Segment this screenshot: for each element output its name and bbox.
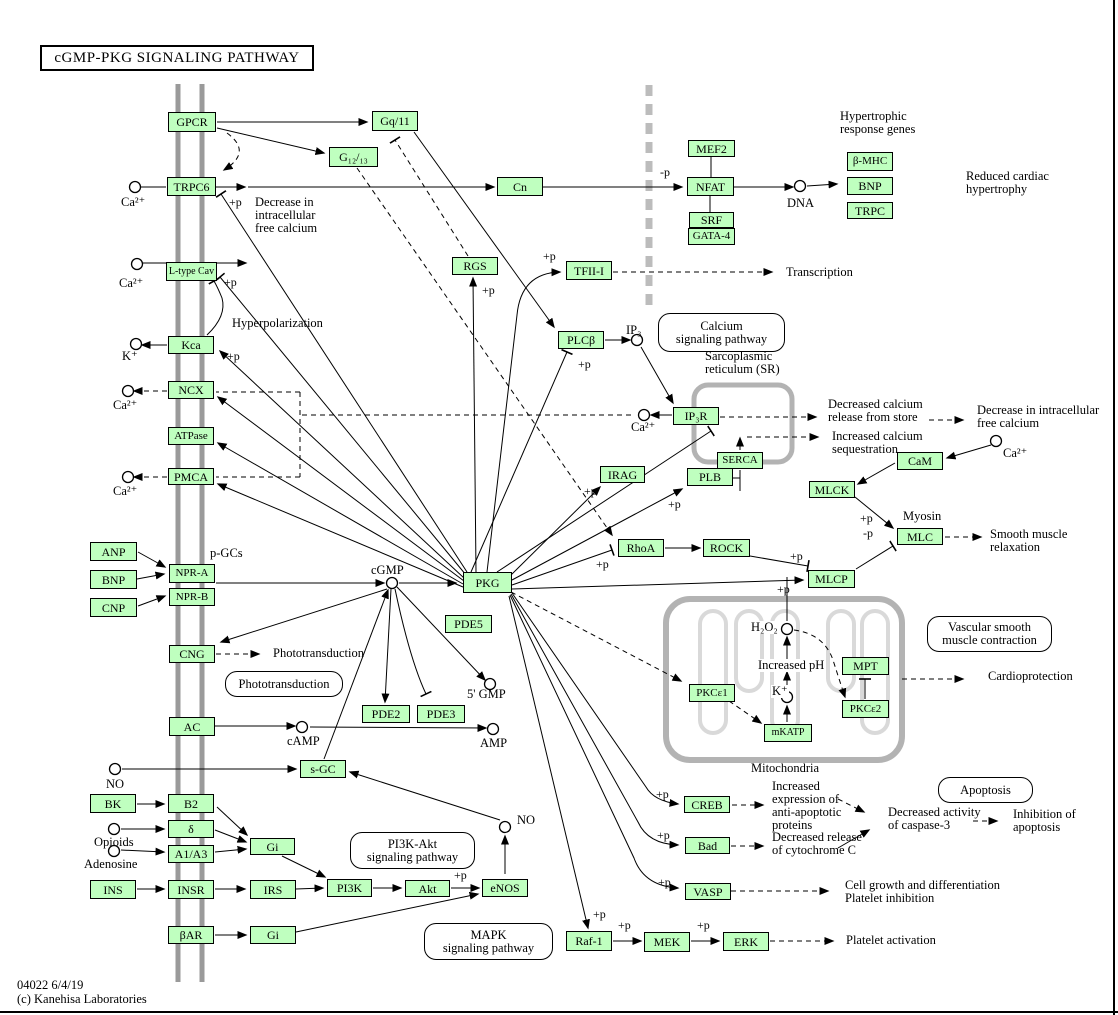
- phospho-label: +p: [697, 918, 710, 932]
- edge: [512, 580, 803, 589]
- text-dna-lbl: [787, 197, 814, 210]
- text-line: intracellular: [255, 208, 316, 222]
- pathway-title: cGMP-PKG SIGNALING PATHWAY: [54, 49, 300, 66]
- edge: [397, 587, 485, 680]
- text-line: cGMP: [371, 563, 404, 577]
- text-gmp5-lbl: [467, 688, 506, 701]
- text-line: hypertrophy: [966, 182, 1028, 196]
- text-p-gcs: [210, 547, 243, 560]
- node-g1213[interactable]: G₁₂/₁₃: [329, 147, 378, 167]
- text-line: Cell growth and differentiation: [845, 878, 1000, 892]
- text-transcription: [786, 266, 853, 279]
- node-srf[interactable]: SRF: [689, 212, 734, 228]
- text-hypertrophic-genes: [840, 110, 915, 136]
- map-id: 04022 6/4/19: [17, 978, 84, 992]
- text-line: Decrease in intracellular: [977, 403, 1100, 417]
- node-bnp_gene[interactable]: BNP: [847, 177, 893, 195]
- node-cng[interactable]: CNG: [169, 645, 215, 663]
- node-mpt[interactable]: MPT: [842, 657, 889, 675]
- text-line: Hyperpolarization: [232, 316, 323, 330]
- node-sgc[interactable]: s-GC: [300, 760, 346, 778]
- node-mlc[interactable]: MLC: [897, 528, 943, 545]
- edge: [473, 278, 476, 572]
- pathway-box-phototransduction[interactable]: [225, 671, 343, 697]
- node-erk[interactable]: ERK: [723, 932, 769, 951]
- node-pi3k[interactable]: PI3K: [327, 879, 372, 897]
- text-inhibition-apoptosis: [1013, 808, 1076, 834]
- phospho-label: +p: [658, 875, 671, 889]
- text-line: p-GCs: [210, 546, 243, 560]
- edge: [350, 772, 500, 820]
- node-irag[interactable]: IRAG: [600, 466, 645, 483]
- pathway-title-box: [40, 45, 314, 71]
- text-line: free calcium: [255, 221, 318, 235]
- text-ca-trpc6-lbl: [121, 196, 145, 209]
- compound-circle-ca-trpc6[interactable]: [130, 182, 141, 193]
- phospho-label: +p: [860, 511, 873, 525]
- text-ca-pmca-lbl: [113, 485, 137, 498]
- text-line: Decreased release: [772, 830, 862, 844]
- node-gq11[interactable]: Gq/11: [372, 111, 418, 131]
- pathway-box-apoptosis[interactable]: [938, 777, 1033, 803]
- node-pde2[interactable]: PDE2: [362, 705, 410, 723]
- text-k-kca-lbl: [122, 350, 138, 363]
- edge: [385, 589, 391, 702]
- text-line: Ca²⁺: [1003, 446, 1028, 460]
- phospho-label: +p: [578, 357, 591, 371]
- phospho-label: +p: [584, 484, 597, 498]
- text-line: Smooth muscle: [990, 527, 1068, 541]
- text-line: Increased pH: [758, 658, 825, 672]
- text-line: Platelet activation: [846, 933, 936, 947]
- phospho-label: -p: [660, 165, 670, 179]
- pathway-box-label: MAPK: [470, 927, 507, 942]
- edge: [641, 347, 673, 403]
- text-cgmp-lbl: [371, 564, 404, 577]
- phospho-label: +p: [596, 557, 609, 571]
- pathway-box-mapk[interactable]: [424, 923, 553, 960]
- node-bk[interactable]: BK: [90, 794, 136, 813]
- node-tfii[interactable]: TFII-I: [566, 261, 612, 280]
- node-bar[interactable]: βAR: [168, 926, 214, 944]
- text-line: Inhibition of: [1013, 807, 1076, 821]
- text-line: Increased calcium: [832, 429, 923, 443]
- text-platelet-activation: [846, 934, 936, 947]
- text-line: NO: [517, 813, 536, 827]
- edge: [138, 596, 165, 606]
- text-line: of cytochrome C: [772, 843, 857, 857]
- node-mek[interactable]: MEK: [644, 932, 690, 952]
- text-caspase: [888, 806, 981, 832]
- phospho-label: +p: [777, 582, 790, 596]
- text-cardioprotection: [988, 670, 1073, 683]
- text-no-right-lbl: [517, 814, 535, 827]
- text-line: free calcium: [977, 416, 1040, 430]
- edge: [511, 594, 678, 845]
- pathway-box-label: Phototransduction: [238, 676, 330, 691]
- text-line: response genes: [840, 122, 916, 136]
- edge: [217, 807, 247, 835]
- node-pkce2[interactable]: PKCε2: [842, 700, 889, 718]
- node-serca[interactable]: SERCA: [717, 452, 763, 469]
- text-ca-cam-lbl: [1003, 447, 1027, 460]
- text-smooth-muscle-relaxation: [990, 528, 1067, 554]
- node-bad[interactable]: Bad: [685, 837, 730, 854]
- text-cell-growth: [845, 879, 1000, 905]
- node-pkce1[interactable]: PKCε1: [689, 684, 735, 702]
- node-nfat[interactable]: NFAT: [687, 177, 734, 196]
- text-myosin: [903, 510, 941, 523]
- text-line: cAMP: [287, 734, 320, 748]
- pathway-box-label: PI3K-Akt: [387, 836, 438, 851]
- node-insr[interactable]: INSR: [168, 880, 214, 899]
- node-gi2[interactable]: Gi: [250, 926, 296, 944]
- node-pmca[interactable]: PMCA: [168, 468, 214, 485]
- pathway-box-label: signaling pathway: [675, 331, 768, 346]
- edge: [487, 272, 560, 572]
- text-line: Mitochondria: [751, 761, 820, 775]
- text-line: 5' GMP: [467, 687, 506, 701]
- node-pde3[interactable]: PDE3: [417, 705, 465, 723]
- text-line: proteins: [772, 818, 813, 832]
- node-gi1[interactable]: Gi: [250, 838, 295, 855]
- text-line: apoptosis: [1013, 820, 1061, 834]
- text-ca-ncx-lbl: [113, 399, 137, 412]
- edge: [511, 592, 681, 681]
- edge: [858, 463, 895, 484]
- phospho-label: +p: [227, 349, 240, 363]
- text-ca-sr-lbl: [631, 421, 655, 434]
- pathway-box-label: muscle contraction: [942, 633, 1037, 647]
- text-camp-lbl: [287, 735, 320, 748]
- node-kca[interactable]: Kca: [168, 336, 214, 354]
- text-decrease-intracellular: [255, 196, 317, 235]
- edge: [511, 484, 600, 575]
- pathway-box-label: Calcium: [700, 318, 743, 333]
- node-npra[interactable]: NPR-A: [169, 564, 215, 583]
- node-ac[interactable]: AC: [169, 717, 215, 736]
- edge: [395, 589, 426, 694]
- text-line: Ca²⁺: [631, 420, 656, 434]
- node-atpase[interactable]: ATPase: [168, 427, 214, 445]
- text-line: expression of: [772, 792, 839, 806]
- text-line: Ca²⁺: [113, 484, 138, 498]
- text-line: Ca²⁺: [121, 195, 146, 209]
- node-mlcp[interactable]: MLCP: [808, 570, 855, 588]
- text-line: Platelet inhibition: [845, 891, 935, 905]
- edge: [512, 593, 678, 804]
- node-cam[interactable]: CaM: [897, 452, 943, 470]
- text-line: Opioids: [94, 835, 134, 849]
- edge: [138, 552, 165, 567]
- edge: [471, 352, 567, 572]
- node-b2[interactable]: B2: [168, 794, 214, 813]
- text-reduced-hypertrophy: [966, 170, 1049, 196]
- edge: [310, 727, 486, 728]
- text-line: Cardioprotection: [988, 669, 1073, 683]
- text-line: Ca²⁺: [113, 398, 138, 412]
- compound-circle-no-left[interactable]: [110, 764, 121, 775]
- text-line: H₂O₂: [751, 620, 778, 634]
- node-mef2[interactable]: MEF2: [688, 140, 735, 157]
- node-trpc[interactable]: TRPC: [847, 202, 893, 219]
- text-line: Decreased calcium: [828, 397, 923, 411]
- text-adenosine-lbl: [84, 858, 137, 871]
- compound-circle-no-right[interactable]: [500, 822, 511, 833]
- node-irs[interactable]: IRS: [250, 880, 296, 899]
- node-rgs[interactable]: RGS: [452, 257, 498, 275]
- pathway-box-calcium-signaling[interactable]: [658, 313, 785, 352]
- text-line: reticulum (SR): [705, 362, 780, 376]
- edge: [282, 856, 325, 877]
- edge: [220, 351, 464, 578]
- compound-circle-dna[interactable]: [795, 181, 806, 192]
- node-enos[interactable]: eNOS: [482, 879, 528, 897]
- phospho-label: +p: [656, 787, 669, 801]
- compound-circle-ca-pmca[interactable]: [123, 472, 134, 483]
- text-line: Adenosine: [84, 857, 138, 871]
- text-no-left-lbl: [106, 778, 124, 791]
- text-line: Sarcoplasmic: [705, 349, 773, 363]
- text-phototransduction-txt: [273, 647, 364, 660]
- text-increased-sequestration: [832, 430, 923, 456]
- node-rhoa[interactable]: RhoA: [618, 539, 664, 557]
- text-line: Ca²⁺: [119, 276, 144, 290]
- compound-circle-cgmp[interactable]: [387, 578, 398, 589]
- edge: [221, 589, 387, 642]
- node-mkatp[interactable]: mKATP: [764, 724, 812, 742]
- phospho-label: +p: [618, 918, 631, 932]
- text-line: release from store: [828, 410, 918, 424]
- text-amp-lbl: [480, 737, 507, 750]
- node-anp[interactable]: ANP: [90, 542, 137, 561]
- node-creb[interactable]: CREB: [684, 796, 730, 813]
- text-anti-apoptotic: [772, 780, 841, 832]
- node-ip3r[interactable]: IP₃R: [673, 407, 719, 425]
- node-ins[interactable]: INS: [90, 880, 136, 899]
- node-gpcr[interactable]: GPCR: [168, 112, 216, 132]
- text-line: anti-apoptotic: [772, 805, 842, 819]
- node-akt[interactable]: Akt: [405, 880, 450, 897]
- edge: [224, 133, 239, 170]
- edge: [733, 470, 740, 491]
- phospho-label: -p: [863, 526, 873, 540]
- pathway-box-label: signaling pathway: [366, 849, 459, 864]
- text-line: Hypertrophic: [840, 109, 907, 123]
- text-line: Phototransduction: [273, 646, 364, 660]
- text-line: AMP: [480, 736, 508, 750]
- edge: [218, 484, 463, 587]
- text-line: Increased: [772, 779, 820, 793]
- pathway-box-pi3k-akt[interactable]: [350, 832, 475, 869]
- text-k-mito-lbl: [771, 685, 789, 698]
- edge: [217, 128, 324, 153]
- node-ltype[interactable]: L-type Cav: [166, 262, 217, 281]
- phospho-label: +p: [790, 549, 803, 563]
- text-line: K⁺: [122, 349, 138, 363]
- text-increased-ph: [757, 659, 825, 672]
- phospho-label: +p: [229, 195, 242, 209]
- edge: [215, 849, 246, 852]
- edge: [838, 799, 864, 812]
- phospho-label: +p: [224, 275, 237, 289]
- edge: [807, 184, 837, 186]
- compound-circle-ca-cam[interactable]: [991, 436, 1002, 447]
- compound-circle-opioids[interactable]: [109, 824, 120, 835]
- node-mlck[interactable]: MLCK: [809, 481, 855, 498]
- compound-circle-ca-ncx[interactable]: [123, 386, 134, 397]
- edge: [414, 132, 554, 327]
- text-mitochondria: [751, 762, 819, 775]
- edge: [137, 574, 164, 579]
- node-bnp_lig[interactable]: BNP: [90, 570, 137, 589]
- node-vasp[interactable]: VASP: [685, 883, 731, 900]
- edge: [207, 281, 223, 335]
- text-line: Reduced cardiac: [966, 169, 1049, 183]
- compound-circle-h2o2[interactable]: [782, 624, 793, 635]
- compound-circle-camp[interactable]: [297, 722, 308, 733]
- text-line: IP₃: [626, 323, 642, 337]
- text-hyperpolarization: [232, 317, 323, 330]
- node-raf1[interactable]: Raf-1: [566, 931, 612, 951]
- edge: [218, 397, 464, 581]
- edge: [510, 595, 678, 888]
- phospho-label: +p: [657, 828, 670, 842]
- text-ca-ltype-lbl: [119, 277, 143, 290]
- text-sr-label: [705, 350, 780, 376]
- text-line: of caspase-3: [888, 818, 951, 832]
- node-cnp[interactable]: CNP: [90, 598, 137, 617]
- compound-circle-ca-sr[interactable]: [639, 410, 650, 421]
- text-decrease-free-ca: [977, 404, 1099, 430]
- node-gata4[interactable]: GATA-4: [688, 228, 735, 245]
- text-line: Transcription: [786, 265, 853, 279]
- pathway-box-label: Apoptosis: [960, 782, 1011, 797]
- node-cn[interactable]: Cn: [497, 177, 543, 196]
- edge: [121, 850, 164, 852]
- pathway-box-vsmc[interactable]: [927, 616, 1052, 652]
- text-line: NO: [106, 777, 125, 791]
- phospho-label: +p: [668, 497, 681, 511]
- edge: [947, 445, 991, 458]
- text-line: DNA: [787, 196, 815, 210]
- text-line: Decreased activity: [888, 805, 981, 819]
- phospho-label: +p: [454, 868, 467, 882]
- text-cytochrome: [772, 831, 862, 857]
- phospho-label: +p: [593, 907, 606, 921]
- text-line: Decrease in: [255, 195, 314, 209]
- text-opioids-lbl: [94, 836, 134, 849]
- node-rock[interactable]: ROCK: [703, 539, 750, 557]
- pathway-box-label: signaling pathway: [442, 940, 535, 955]
- text-line: K⁺: [772, 684, 788, 698]
- copyright: (c) Kanehisa Laboratories: [17, 992, 147, 1006]
- text-line: sequestration: [832, 442, 898, 456]
- text-line: relaxation: [990, 540, 1040, 554]
- text-decreased-release: [828, 398, 923, 424]
- node-bmhc[interactable]: β-MHC: [847, 152, 893, 171]
- compound-circle-ca-ltype[interactable]: [132, 259, 143, 270]
- text-ip3-lbl: [626, 324, 641, 337]
- node-ncx[interactable]: NCX: [168, 381, 214, 399]
- edge: [856, 546, 893, 569]
- node-trpc6[interactable]: TRPC6: [167, 177, 216, 196]
- node-a1a3[interactable]: A1/A3: [168, 845, 214, 863]
- text-h2o2-lbl: [750, 621, 779, 634]
- edge: [296, 888, 323, 889]
- node-delta[interactable]: δ: [168, 820, 214, 838]
- phospho-label: +p: [543, 249, 556, 263]
- edge: [218, 443, 463, 584]
- pathway-box-label: Vascular smooth: [948, 620, 1031, 634]
- node-plcb[interactable]: PLCβ: [558, 331, 604, 349]
- phospho-label: +p: [482, 283, 495, 297]
- edge: [357, 168, 612, 535]
- node-nprb[interactable]: NPR-B: [169, 588, 215, 606]
- compound-circle-amp[interactable]: [488, 724, 499, 735]
- node-plb[interactable]: PLB: [687, 468, 733, 486]
- edge: [215, 830, 246, 842]
- text-line: Myosin: [903, 509, 942, 523]
- compound-circle-k-kca[interactable]: [131, 339, 142, 350]
- node-pde5[interactable]: PDE5: [445, 615, 492, 633]
- node-pkg[interactable]: PKG: [463, 572, 512, 593]
